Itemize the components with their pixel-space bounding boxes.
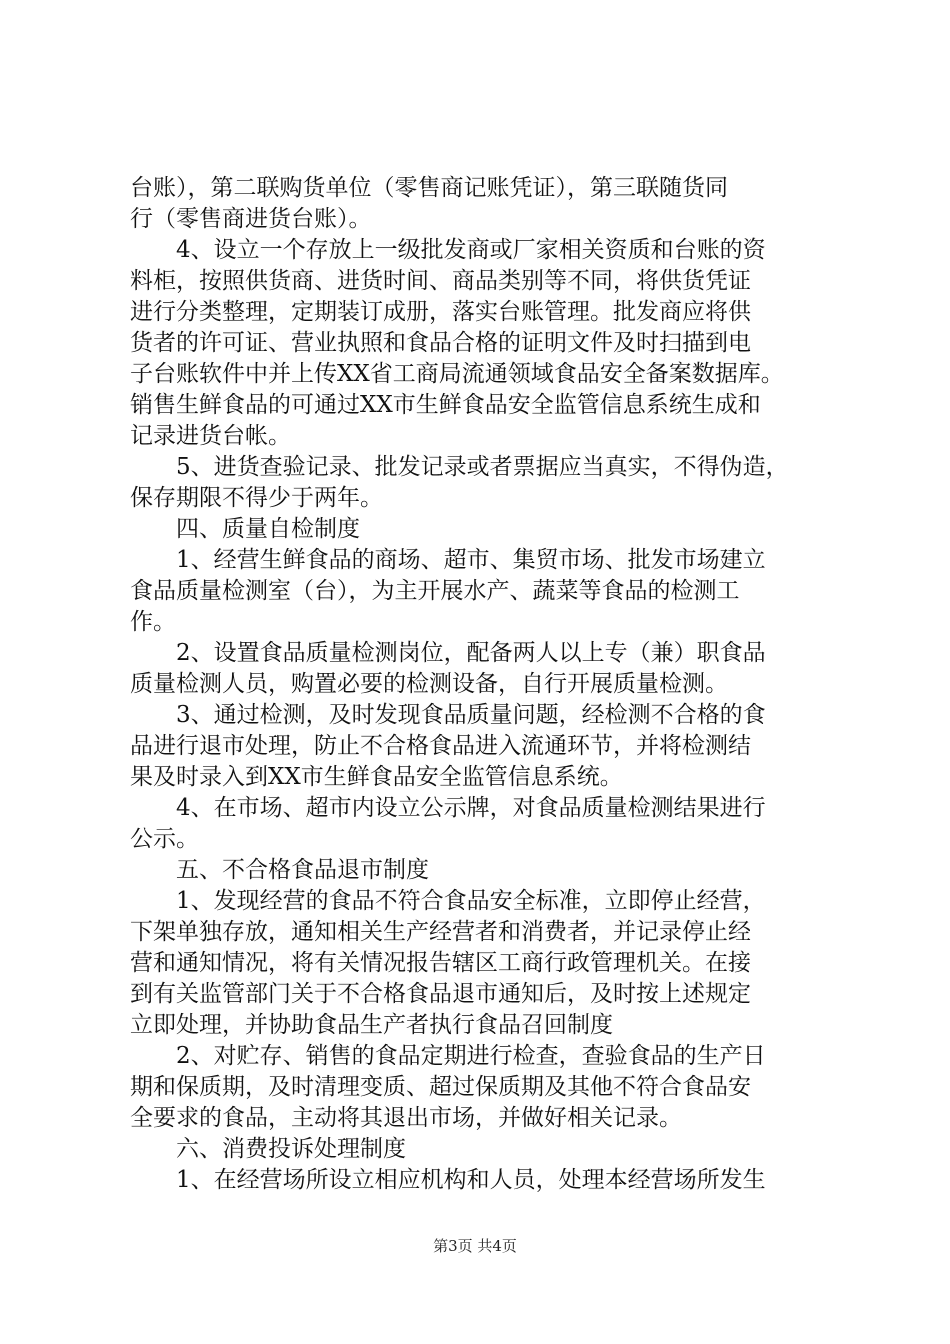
text-line: 料柜，按照供货商、进货时间、商品类别等不同，将供货凭证 <box>130 268 751 294</box>
text-line: 全要求的食品，主动将其退出市场，并做好相关记录。 <box>130 1105 682 1131</box>
text-line: 1、发现经营的食品不符合食品安全标准，立即停止经营， <box>176 888 766 914</box>
section-heading: 五、不合格食品退市制度 <box>176 857 429 883</box>
text-line: 质量检测人员，购置必要的检测设备，自行开展质量检测。 <box>130 671 728 697</box>
text-line: 品进行退市处理，防止不合格食品进入流通环节，并将检测结 <box>130 733 751 759</box>
section-heading: 六、消费投诉处理制度 <box>176 1136 406 1162</box>
text-line: 1、经营生鲜食品的商场、超市、集贸市场、批发市场建立 <box>176 547 766 573</box>
page-footer <box>0 1236 950 1256</box>
text-line: 到有关监管部门关于不合格食品退市通知后，及时按上述规定 <box>130 981 751 1007</box>
text-line: 货者的许可证、营业执照和食品合格的证明文件及时扫描到电 <box>130 330 751 356</box>
text-line: 下架单独存放，通知相关生产经营者和消费者，并记录停止经 <box>130 919 751 945</box>
document-body <box>130 173 830 1196</box>
text-line: 作。 <box>130 609 176 635</box>
text-line: 4、设立一个存放上一级批发商或厂家相关资质和台账的资 <box>176 237 766 263</box>
text-line: 营和通知情况，将有关情况报告辖区工商行政管理机关。在接 <box>130 950 751 976</box>
section-heading: 四、质量自检制度 <box>176 516 360 542</box>
text-line: 保存期限不得少于两年。 <box>130 485 383 511</box>
text-line: 进行分类整理，定期装订成册，落实台账管理。批发商应将供 <box>130 299 751 325</box>
text-line: 3、通过检测，及时发现食品质量问题，经检测不合格的食 <box>176 702 766 728</box>
text-line: 公示。 <box>130 826 199 852</box>
text-line: 食品质量检测室（台），为主开展水产、蔬菜等食品的检测工 <box>130 578 740 604</box>
text-line: 行（零售商进货台账）。 <box>130 206 372 232</box>
text-line: 台账），第二联购货单位（零售商记账凭证），第三联随货同 <box>130 175 728 201</box>
text-line: 子台账软件中并上传XX省工商局流通领域食品安全备案数据库。 <box>130 361 784 387</box>
text-line: 记录进货台帐。 <box>130 423 291 449</box>
text-line: 立即处理，并协助食品生产者执行食品召回制度 <box>130 1012 613 1038</box>
text-line: 果及时录入到XX市生鲜食品安全监管信息系统。 <box>130 764 623 790</box>
text-line: 5、进货查验记录、批发记录或者票据应当真实，不得伪造， <box>176 454 789 480</box>
text-line: 销售生鲜食品的可通过XX市生鲜食品安全监管信息系统生成和 <box>130 392 761 418</box>
text-line: 2、设置食品质量检测岗位，配备两人以上专（兼）职食品 <box>176 640 766 666</box>
text-line: 4、在市场、超市内设立公示牌，对食品质量检测结果进行 <box>176 795 766 821</box>
text-line: 1、在经营场所设立相应机构和人员，处理本经营场所发生 <box>176 1167 766 1193</box>
text-line: 期和保质期，及时清理变质、超过保质期及其他不符合食品安 <box>130 1074 751 1100</box>
page-number: 第3页 共4页 <box>433 1237 517 1255</box>
text-line: 2、对贮存、销售的食品定期进行检查，查验食品的生产日 <box>176 1043 766 1069</box>
